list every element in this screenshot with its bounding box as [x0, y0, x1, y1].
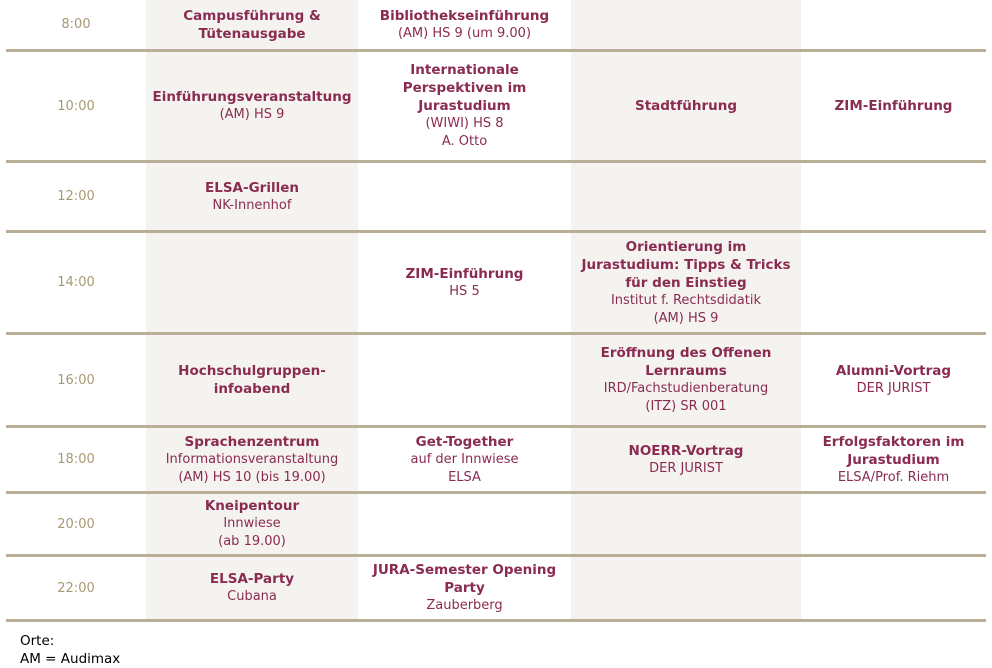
- event-cell: [358, 494, 571, 554]
- schedule-row: [6, 557, 986, 622]
- event-subtitle: (AM) HS 9 (um 9.00): [397, 25, 532, 41]
- event-title: Bibliothekseinführung: [379, 7, 550, 24]
- event-title: Sprachenzentrum: [184, 433, 320, 450]
- time-cell: 16:00: [57, 372, 95, 388]
- event-title: JURA-Semester Opening Party: [372, 562, 557, 596]
- time-cell: 14:00: [57, 275, 95, 290]
- event-subtitle: ELSA/Prof. Riehm: [837, 469, 950, 485]
- event-cell: [146, 233, 358, 332]
- event-subtitle: NK-Innenhof: [212, 197, 292, 213]
- event-title: ELSA-Grillen: [205, 179, 299, 196]
- schedule-row: [6, 0, 986, 52]
- schedule-row: [6, 163, 986, 233]
- time-cell: 8:00: [61, 17, 91, 32]
- event-subtitle: HS 5: [449, 283, 480, 299]
- event-title: Campusführung & Tütenausgabe: [183, 7, 321, 42]
- event-cell: [571, 494, 801, 554]
- event-subtitle: Informationsveranstaltung (AM) HS 10 (bis 19.00): [165, 451, 339, 485]
- event-title: Get-Together: [415, 433, 514, 450]
- event-title: ZIM-Einführung: [834, 98, 953, 114]
- event-cell: [358, 428, 571, 491]
- event-cell: [571, 233, 801, 332]
- event-cell: [146, 557, 358, 619]
- event-title: Internationale Perspektiven im Jurastudium: [402, 62, 527, 114]
- event-cell: [571, 428, 801, 491]
- event-title: Kneipentour: [204, 498, 300, 514]
- event-cell: [358, 557, 571, 619]
- event-subtitle: Cubana: [227, 589, 277, 604]
- event-subtitle: Institut f. Rechtsdidatik (AM) HS 9: [610, 292, 762, 326]
- schedule-row: [6, 335, 986, 428]
- event-subtitle: DER JURIST: [856, 381, 931, 396]
- event-cell: [146, 163, 358, 230]
- event-subtitle: Innwiese (ab 19.00): [218, 516, 286, 549]
- event-title: ELSA-Party: [209, 571, 295, 587]
- time-cell: 22:00: [57, 580, 95, 596]
- event-cell: [801, 163, 986, 230]
- event-cell: [801, 557, 986, 619]
- event-cell: [571, 335, 801, 425]
- event-cell: [801, 335, 986, 425]
- event-subtitle: IRD/Fachstudienberatung (ITZ) SR 001: [603, 381, 769, 414]
- event-cell: [801, 233, 986, 332]
- legend-line: AM = Audimax: [20, 651, 121, 667]
- time-cell: 10:00: [57, 98, 95, 114]
- event-cell: [571, 0, 801, 49]
- event-cell: [146, 335, 358, 425]
- event-cell: [801, 0, 986, 49]
- schedule-row: [6, 233, 986, 335]
- event-title: NOERR-Vortrag: [628, 442, 744, 459]
- legend-heading: Orte:: [20, 633, 55, 649]
- event-cell: [146, 52, 358, 160]
- event-cell: [358, 52, 571, 160]
- time-cell: 12:00: [57, 189, 95, 204]
- event-title: Stadtführung: [634, 98, 738, 114]
- event-subtitle: Zauberberg: [426, 598, 503, 613]
- schedule-row: [6, 428, 986, 494]
- event-cell: [801, 52, 986, 160]
- event-subtitle: auf der Innwiese ELSA: [410, 451, 519, 485]
- time-cell: 18:00: [57, 452, 95, 467]
- event-cell: [146, 494, 358, 554]
- schedule-row: [6, 494, 986, 557]
- event-title: Einführungsveranstaltung: [152, 89, 352, 105]
- event-title: Erfolgsfaktoren im Jurastudium: [822, 433, 965, 468]
- event-cell: [146, 0, 358, 49]
- event-subtitle: (AM) HS 9: [219, 107, 285, 122]
- event-cell: [571, 163, 801, 230]
- event-cell: [571, 557, 801, 619]
- event-subtitle: DER JURIST: [649, 460, 723, 476]
- event-cell: [801, 494, 986, 554]
- event-cell: [571, 52, 801, 160]
- event-cell: [358, 233, 571, 332]
- event-title: Alumni-Vortrag: [835, 363, 952, 379]
- event-cell: [358, 163, 571, 230]
- event-title: ZIM-Einführung: [405, 265, 524, 282]
- event-title: Hochschulgruppen- infoabend: [178, 363, 326, 397]
- event-cell: [146, 428, 358, 491]
- schedule-table: [6, 0, 986, 622]
- time-cell: 20:00: [57, 516, 95, 532]
- schedule-row: [6, 52, 986, 163]
- event-cell: [801, 428, 986, 491]
- event-title: Eröffnung des Offenen Lernraums: [600, 345, 772, 379]
- event-subtitle: (WIWI) HS 8 A. Otto: [425, 116, 504, 149]
- event-title: Orientierung im Jurastudium: Tipps & Tricks für den Einstieg: [581, 238, 791, 291]
- event-cell: [358, 335, 571, 425]
- event-cell: [358, 0, 571, 49]
